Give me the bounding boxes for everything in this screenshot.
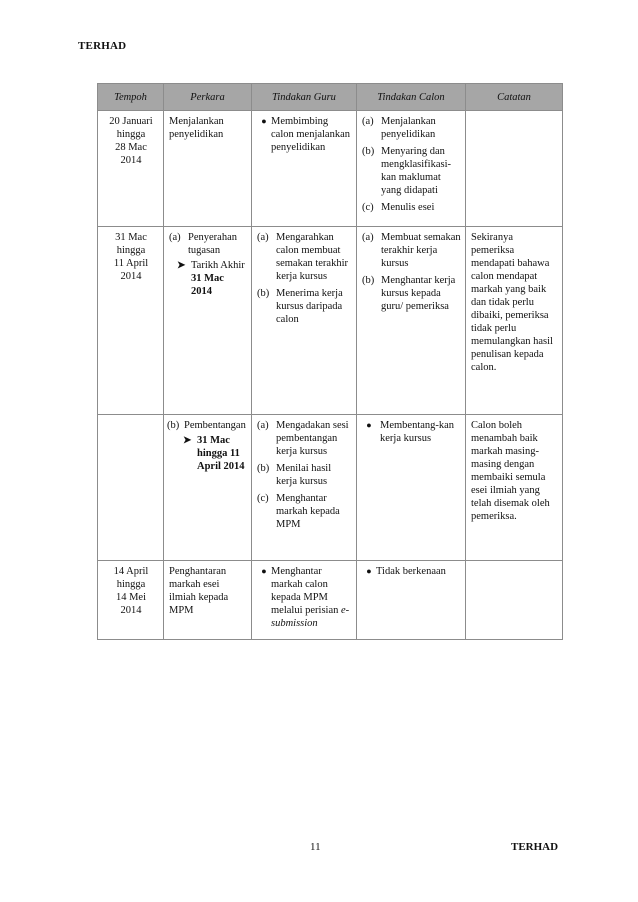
item-label: (a) [257, 232, 269, 243]
cell-perkara [164, 415, 252, 561]
item-text: Menghantar markah kepada MPM [276, 493, 340, 530]
item-text: Menerima kerja kursus daripada calon [276, 288, 343, 325]
item-text: Menyaring dan mengklasifikasi-kan maklumat yang didapati [381, 146, 451, 196]
item-label: (a) [257, 420, 269, 431]
item-label: (b) [362, 146, 375, 157]
cell-tindakan-calon [357, 415, 466, 561]
arrow-bullet-icon: ➤ [177, 260, 186, 271]
item-label: (b) [257, 288, 270, 299]
cell-tindakan-guru [252, 561, 357, 640]
item-label: (a) [169, 232, 181, 243]
bullet-text: Menghantar markah calon kepada MPM melalui perisian [271, 566, 339, 616]
cell-tindakan-guru [252, 227, 357, 415]
cell-catatan: Sekiranya pemeriksa mendapati bahawa calon mendapat markah yang baik dan tidak perlu dibaiki, pemeriksa tidak perlu memulangkan hasil penulisan kepada calon. [466, 227, 563, 415]
tempoh-line: 14 April [113, 566, 149, 577]
page-number: 11 [310, 841, 321, 853]
system-name: e-submission [271, 605, 350, 629]
item-text: Menilai hasil kerja kursus [276, 463, 332, 487]
cell-tindakan-calon [357, 561, 466, 640]
table-header-row [98, 84, 563, 111]
cell-perkara: Penghantaran markah esei ilmiah kepada MPM [164, 561, 252, 640]
item-label: (b) [257, 463, 270, 474]
schedule-table [97, 83, 563, 640]
tempoh-line: 11 April [113, 258, 149, 269]
item-text: Pembentangan [184, 420, 246, 431]
cell-tempoh [98, 561, 164, 640]
item-text: Menghantar kerja kursus kepada guru/ pemeriksa [381, 275, 456, 312]
cell-tindakan-calon [357, 227, 466, 415]
cell-tempoh [98, 111, 164, 227]
col-header-catatan: Catatan [466, 84, 563, 111]
header-classification: TERHAD [78, 40, 127, 52]
item-label: (a) [362, 232, 374, 243]
cell-tempoh [98, 415, 164, 561]
col-header-tempoh: Tempoh [98, 84, 164, 111]
tempoh-line: hingga [116, 579, 146, 590]
deadline-date: 31 Mac 2014 [191, 273, 224, 297]
tempoh-line: 2014 [120, 605, 142, 616]
item-text: Membuat semakan terakhir kerja kursus [381, 232, 461, 269]
arrow-bullet-icon: ➤ [183, 435, 192, 446]
presentation-dates: 31 Mac hingga 11 April 2014 [197, 435, 245, 472]
col-header-tindakan-calon: Tindakan Calon [357, 84, 466, 111]
col-header-tindakan-guru: Tindakan Guru [252, 84, 357, 111]
bullet-icon: ● [366, 566, 372, 576]
cell-catatan: Calon boleh menambah baik markah masing-masing dengan membaiki semula esei ilmiah yang telah disemak oleh pemeriksa. [466, 415, 563, 561]
bullet-text: Tidak berkenaan [376, 566, 446, 577]
item-text: Mengadakan sesi pembentangan kerja kursus [276, 420, 349, 457]
bullet-text: Membimbing calon menjalankan penyelidikan [271, 116, 351, 153]
item-label: (b) [167, 420, 180, 431]
cell-tindakan-guru [252, 111, 357, 227]
footer-classification: TERHAD [511, 841, 559, 853]
bullet-icon: ● [366, 420, 372, 430]
cell-catatan [466, 111, 563, 227]
bullet-icon: ● [261, 566, 267, 576]
tempoh-line: 31 Mac [115, 232, 147, 243]
deadline-label: Tarikh Akhir [191, 260, 245, 271]
item-text: Menjalankan penyelidikan [381, 116, 436, 140]
cell-tindakan-calon [357, 111, 466, 227]
tempoh-line: 2014 [120, 155, 142, 166]
item-label: (c) [257, 493, 269, 504]
tempoh-line: hingga [116, 129, 146, 140]
item-label: (b) [362, 275, 375, 286]
col-header-perkara: Perkara [164, 84, 252, 111]
table-row [98, 561, 563, 640]
cell-tempoh [98, 227, 164, 415]
tempoh-line: 20 Januari [109, 116, 153, 127]
tempoh-line: 14 Mei [115, 592, 147, 603]
tempoh-line: 2014 [120, 271, 142, 282]
item-label: (a) [362, 116, 374, 127]
table-row [98, 227, 563, 415]
cell-catatan [466, 561, 563, 640]
tempoh-line: hingga [116, 245, 146, 256]
bullet-icon: ● [261, 116, 267, 126]
item-text: Penyerahan tugasan [188, 232, 237, 256]
cell-perkara [164, 227, 252, 415]
item-text: Mengarahkan calon membuat semakan terakhir kerja kursus [276, 232, 349, 282]
tempoh-line: 28 Mac [115, 142, 147, 153]
bullet-text: Membentang-kan kerja kursus [380, 420, 455, 444]
table-row [98, 111, 563, 227]
item-text: Menulis esei [381, 202, 435, 213]
table-row [98, 415, 563, 561]
item-label: (c) [362, 202, 374, 213]
cell-perkara: Menjalankan penyelidikan [164, 111, 252, 227]
cell-tindakan-guru [252, 415, 357, 561]
